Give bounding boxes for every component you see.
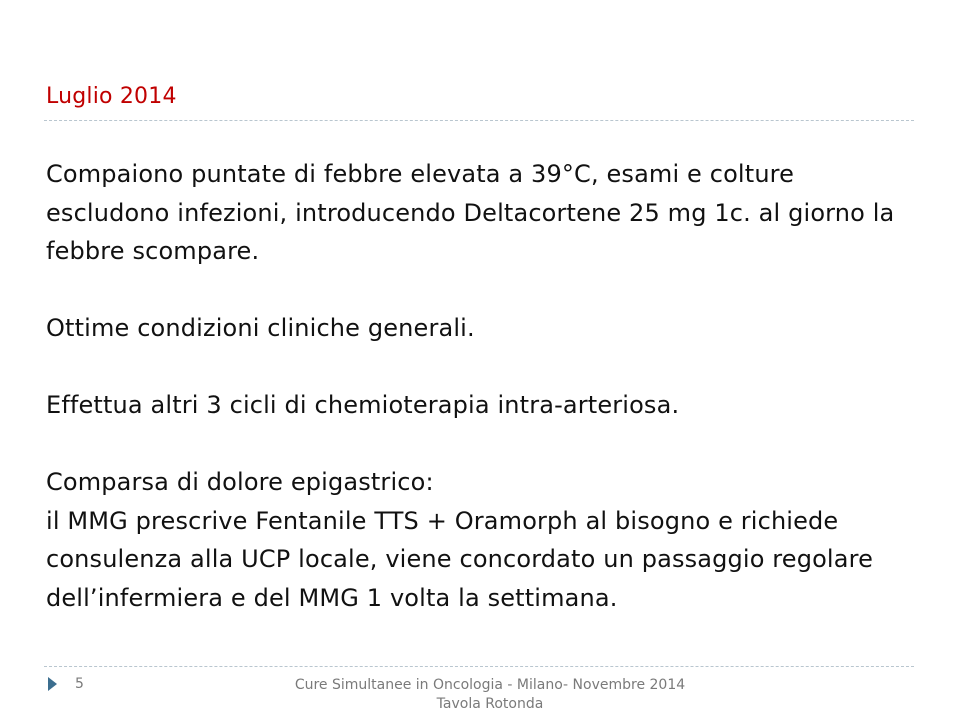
footer-caption bbox=[270, 676, 710, 714]
bottom-divider bbox=[44, 666, 914, 667]
paragraph-conditions: Ottime condizioni cliniche generali. bbox=[46, 314, 475, 342]
footer-line-2: Tavola Rotonda bbox=[436, 696, 544, 712]
paragraph-treatment: il MMG prescrive Fentanile TTS + Oramorph al bisogno e richiede consulenza alla UCP locale, viene concordato un passaggio regolare dell’infermiera e del MMG 1 volta la settimana. bbox=[46, 506, 874, 612]
slide-title: Luglio 2014 bbox=[46, 84, 177, 109]
paragraph-fever: Compaiono puntate di febbre elevata a 39°C, esami e colture escludono infezioni, introducendo Deltacortene 25 mg 1c. al giorno la febbre scompare. bbox=[46, 160, 895, 265]
paragraph-chemotherapy: Effettua altri 3 cicli di chemioterapia intra-arteriosa. bbox=[46, 391, 680, 419]
page-number: 5 bbox=[75, 676, 84, 692]
slide-body bbox=[46, 155, 906, 617]
footer-line-1: Cure Simultanee in Oncologia - Milano- Novembre 2014 bbox=[294, 677, 686, 693]
paragraph-pain-heading: Comparsa di dolore epigastrico: bbox=[46, 468, 434, 496]
top-divider bbox=[44, 120, 914, 121]
triangle-bullet-icon bbox=[48, 677, 57, 691]
